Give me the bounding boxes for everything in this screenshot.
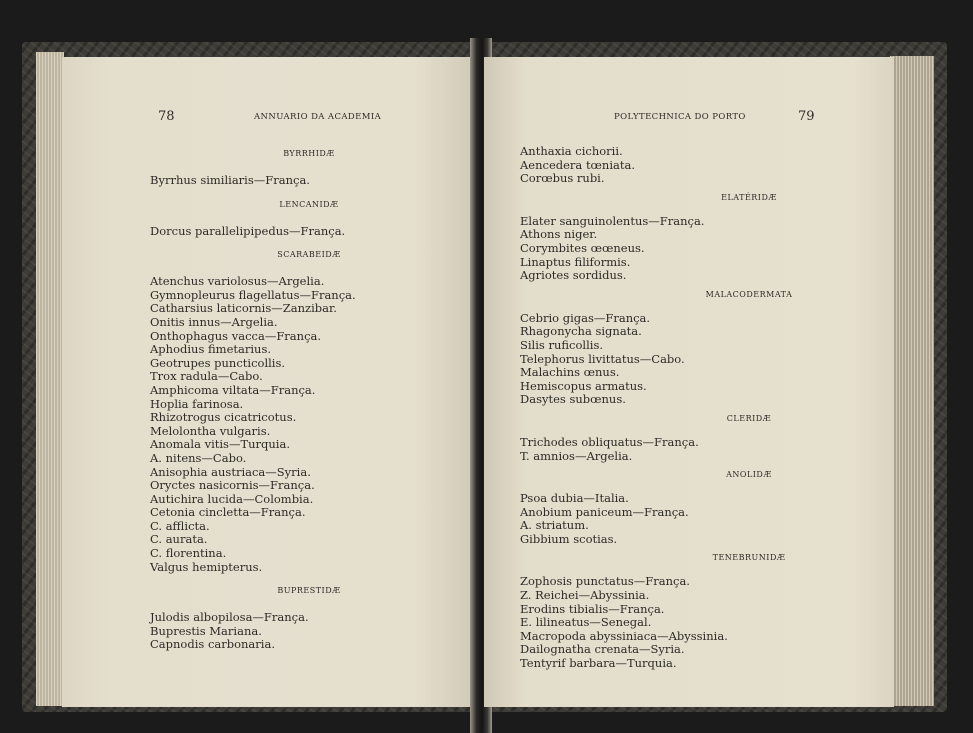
species-entry: Oryctes nasicornis—França. — [150, 478, 315, 493]
species-list — [484, 575, 894, 670]
species-entry: Dasytes subœnus. — [520, 392, 626, 407]
species-entry: Corœbus rubi. — [520, 171, 605, 186]
right-running-title: POLYTECHNICA DO PORTO — [614, 112, 746, 122]
species-list — [484, 436, 894, 463]
species-entry: Linaptus filiformis. — [520, 254, 631, 269]
species-entry: Cebrio gigas—França. — [520, 310, 651, 325]
species-entry: Z. Reichei—Abyssinia. — [520, 588, 650, 603]
species-entry: Telephorus livittatus—Cabo. — [520, 351, 685, 366]
species-entry: Amphicoma viltata—França. — [150, 382, 316, 397]
species-entry: Atenchus variolosus—Argelia. — [150, 274, 325, 289]
family-heading: BUPRESTIDÆ — [277, 586, 341, 596]
species-list — [484, 492, 894, 546]
species-entry: Corymbites œœneus. — [520, 240, 645, 255]
left-page-number: 78 — [158, 109, 175, 124]
right-page-content — [484, 145, 894, 671]
species-entry: Aencedera tœniata. — [520, 157, 636, 172]
left-page — [62, 57, 476, 707]
family-heading: SCARABEIDÆ — [277, 250, 341, 260]
species-entry: Psoa dubia—Italia. — [520, 491, 629, 506]
species-entry: Onthophagus vacca—França. — [150, 328, 322, 343]
species-entry: Capnodis carbonaria. — [150, 637, 275, 652]
species-entry: Zophosis punctatus—França. — [520, 574, 690, 589]
species-entry: Gymnopleurus flagellatus—França. — [150, 287, 356, 302]
species-entry: T. amnios—Argelia. — [520, 448, 633, 463]
species-list — [62, 611, 476, 652]
species-entry: Geotrupes puncticollis. — [150, 355, 286, 370]
species-entry: Silis ruficollis. — [520, 337, 603, 352]
species-entry: Julodis albopilosa—França. — [150, 610, 309, 625]
family-heading: BYRRHIDÆ — [283, 149, 335, 158]
species-entry: Cetonia cincletta—França. — [150, 505, 306, 520]
family-heading: ANOLIDÆ — [726, 470, 772, 480]
left-page-content — [62, 147, 476, 652]
species-entry: Agriotes sordidus. — [520, 268, 627, 283]
species-entry: Byrrhus similiaris—França. — [150, 173, 310, 187]
left-running-title: ANNUARIO DA ACADEMIA — [254, 112, 382, 122]
species-entry: Melolontha vulgaris. — [150, 423, 271, 438]
species-entry: Aphodius fimetarius. — [150, 342, 271, 357]
species-entry: Trox radula—Cabo. — [150, 369, 263, 384]
species-entry: Malachins œnus. — [520, 365, 620, 380]
family-heading: TENEBRUNIDÆ — [712, 553, 786, 563]
species-entry: Elater sanguinolentus—França. — [520, 213, 705, 228]
species-entry: Hemiscopus armatus. — [520, 378, 647, 393]
species-entry: Dailognatha crenata—Syria. — [520, 642, 685, 657]
species-entry: Catharsius laticornis—Zanzibar. — [150, 301, 337, 316]
family-heading: ELATÉRIDÆ — [721, 192, 777, 202]
species-entry: Gibbium scotias. — [520, 531, 618, 546]
right-page-edges — [890, 56, 934, 706]
species-entry: C. aurata. — [150, 532, 208, 547]
species-entry: Trichodes obliquatus—França. — [520, 434, 699, 449]
left-page-edges — [36, 52, 64, 706]
species-list — [484, 145, 894, 186]
species-entry: Onitis innus—Argelia. — [150, 314, 278, 329]
species-entry: Anthaxia cichorii. — [520, 144, 623, 158]
species-list — [484, 312, 894, 407]
species-list — [62, 225, 476, 239]
species-list — [62, 275, 476, 574]
species-entry: E. lilineatus—Senegal. — [520, 615, 652, 630]
species-entry: Athons niger. — [520, 227, 598, 242]
species-entry: C. afflicta. — [150, 518, 210, 533]
family-heading: LENCANIDÆ — [279, 199, 339, 209]
species-entry: Anobium paniceum—França. — [520, 504, 689, 519]
left-running-head — [62, 109, 476, 127]
family-heading: MALACODERMATA — [705, 289, 793, 299]
species-entry: Macropoda abyssiniaca—Abyssinia. — [520, 628, 728, 643]
family-heading: CLERIDÆ — [726, 413, 772, 423]
species-entry: C. florentina. — [150, 546, 227, 561]
species-entry: Erodins tibialis—França. — [520, 601, 665, 616]
species-entry: Dorcus parallelipipedus—França. — [150, 223, 346, 238]
species-entry: Rhagonycha signata. — [520, 324, 642, 339]
right-running-head — [484, 109, 894, 127]
species-list — [62, 174, 476, 188]
right-page — [484, 57, 894, 707]
right-page-number: 79 — [798, 109, 815, 124]
species-entry: Valgus hemipterus. — [150, 559, 263, 574]
species-entry: Tentyrif barbara—Turquia. — [520, 656, 677, 671]
species-entry: Autichira lucida—Colombia. — [150, 491, 314, 506]
species-entry: Rhizotrogus cicatricotus. — [150, 410, 297, 425]
species-entry: A. striatum. — [520, 518, 589, 533]
species-entry: Anomala vitis—Turquia. — [150, 437, 290, 452]
species-entry: Hoplia farinosa. — [150, 396, 244, 411]
species-entry: Anisophia austriaca—Syria. — [150, 464, 311, 479]
species-list — [484, 215, 894, 283]
species-entry: Buprestis Mariana. — [150, 623, 262, 638]
species-entry: A. nitens—Cabo. — [150, 450, 247, 465]
